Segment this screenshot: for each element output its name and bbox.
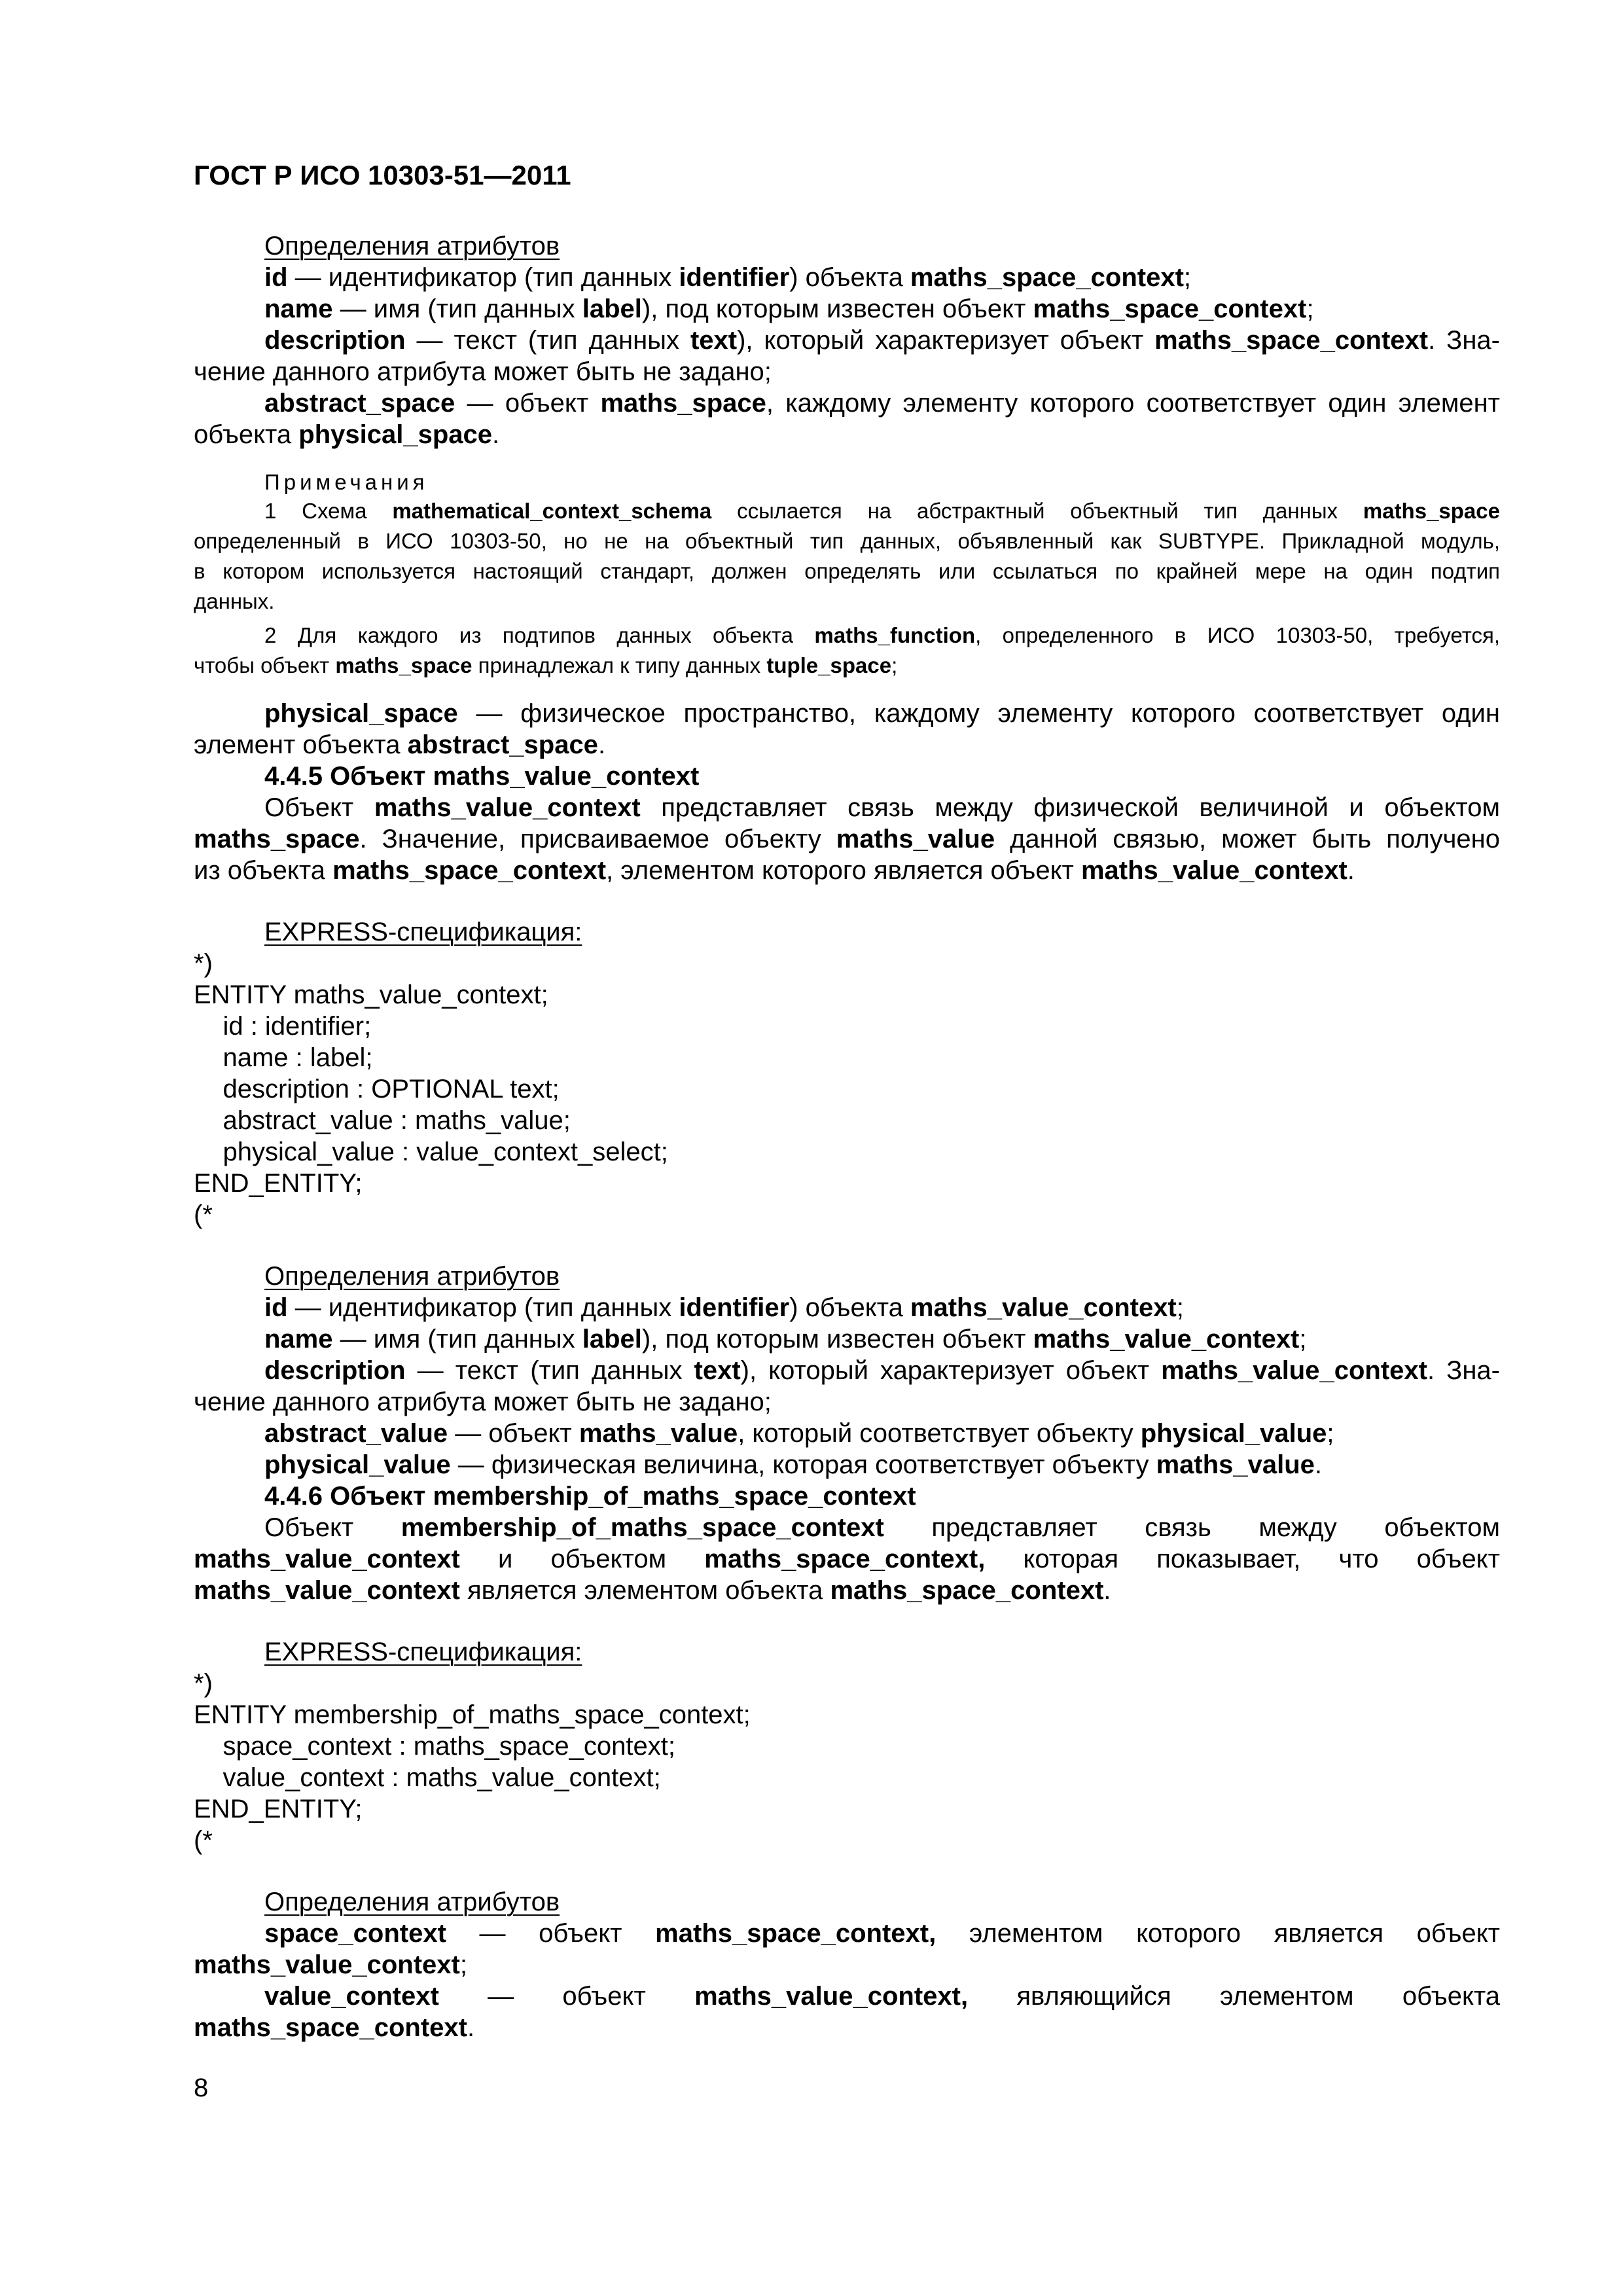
notes-heading: Примечания: [264, 470, 429, 494]
attr-name-445: name — имя (тип данных label), под которым известен объект maths_value_context;: [264, 1325, 1307, 1354]
attr-description-cont: чение данного атрибута может быть не задано;: [194, 357, 772, 386]
attr-space-context-cont: maths_value_context;: [194, 1950, 467, 1979]
attr-name: name — имя (тип данных label), под которым известен объект maths_space_context;: [264, 295, 1314, 323]
attr-description: description — текст (тип данных text), который характеризует объект maths_space_context. Зна-: [264, 326, 1500, 355]
code-line: space_context : maths_space_context;: [194, 1732, 675, 1761]
attr-abstract-value: abstract_value — объект maths_value, который соответствует объекту physical_value;: [264, 1419, 1334, 1448]
attributes-heading: Определения атрибутов: [264, 232, 560, 260]
attr-space-context: space_context — объект maths_space_context, элементом которого является объект: [264, 1919, 1500, 1948]
code-line: END_ENTITY;: [194, 1795, 363, 1823]
section-446-para-line-2: maths_value_context и объектом maths_space_context, которая показывает, что объект: [194, 1545, 1500, 1573]
note-2: 2 Для каждого из подтипов данных объекта maths_function, определенного в ИСО 10303-50, требуется,: [264, 623, 1501, 647]
attr-description-445: description — текст (тип данных text), который характеризует объект maths_value_context. Зна-: [264, 1356, 1500, 1385]
section-445-para-line-3: из объекта maths_space_context, элементом которого является объект maths_value_context.: [194, 856, 1355, 885]
attr-physical-space: physical_space — физическое пространство, каждому элементу которого соответствует один: [264, 699, 1500, 728]
code-line: id : identifier;: [194, 1012, 372, 1041]
attr-value-context-cont: maths_space_context.: [194, 2013, 475, 2042]
page-number: 8: [194, 2073, 209, 2102]
note-1: 1 Схема mathematical_context_schema ссылается на абстрактный объектный тип данных maths_space: [264, 499, 1500, 523]
code-line: ENTITY maths_value_context;: [194, 980, 548, 1009]
section-446-para-line-1: Объект membership_of_maths_space_context представляет связь между объектом: [264, 1513, 1500, 1542]
section-446-heading: 4.4.6 Объект membership_of_maths_space_context: [264, 1482, 916, 1511]
note-1-line-3: в котором используется настоящий стандарт, должен определять или ссылаться по крайней мере на один подтип: [194, 559, 1500, 583]
attr-abstract-space-cont: объекта physical_space.: [194, 420, 500, 449]
code-line: physical_value : value_context_select;: [194, 1138, 668, 1166]
attr-id: id — идентификатор (тип данных identifier) объекта maths_space_context;: [264, 263, 1192, 292]
attr-physical-space-cont: элемент объекта abstract_space.: [194, 730, 606, 759]
attr-abstract-space: abstract_space — объект maths_space, каждому элементу которого соответствует один элемент: [264, 389, 1501, 418]
section-445-para-line-1: Объект maths_value_context представляет связь между физической величиной и объектом: [264, 793, 1500, 822]
section-446-para-line-3: maths_value_context является элементом объекта maths_space_context.: [194, 1576, 1111, 1605]
code-line: END_ENTITY;: [194, 1169, 363, 1198]
code-line: *): [194, 949, 213, 978]
code-line: *): [194, 1669, 213, 1698]
express-heading-445: EXPRESS-спецификация:: [264, 918, 582, 946]
section-445-heading: 4.4.5 Объект maths_value_context: [264, 762, 700, 791]
code-line: ENTITY membership_of_maths_space_context;: [194, 1700, 751, 1729]
document-header: ГОСТ Р ИСО 10303-51—2011: [194, 160, 571, 190]
attr-physical-value: physical_value — физическая величина, которая соответствует объекту maths_value.: [264, 1450, 1323, 1479]
note-2-line-2: чтобы объект maths_space принадлежал к типу данных tuple_space;: [194, 653, 898, 677]
attributes-heading-445: Определения атрибутов: [264, 1262, 560, 1291]
code-line: (*: [194, 1200, 213, 1229]
attr-description-445-cont: чение данного атрибута может быть не задано;: [194, 1388, 772, 1416]
note-1-line-2: определенный в ИСО 10303-50, но не на объектный тип данных, объявленный как SUBTYPE. Прикладной модуль,: [194, 529, 1500, 553]
code-line: abstract_value : maths_value;: [194, 1106, 571, 1135]
code-line: value_context : maths_value_context;: [194, 1763, 661, 1792]
note-1-line-4: данных.: [194, 589, 275, 613]
attr-value-context: value_context — объект maths_value_context, являющийся элементом объекта: [264, 1982, 1501, 2011]
attr-id-445: id — идентификатор (тип данных identifier) объекта maths_value_context;: [264, 1293, 1184, 1322]
code-line: (*: [194, 1826, 213, 1855]
code-line: description : OPTIONAL text;: [194, 1075, 560, 1103]
section-445-para-line-2: maths_space. Значение, присваиваемое объекту maths_value данной связью, может быть получено: [194, 825, 1501, 853]
code-line: name : label;: [194, 1043, 373, 1072]
attributes-heading-446: Определения атрибутов: [264, 1888, 560, 1916]
express-heading-446: EXPRESS-спецификация:: [264, 1638, 582, 1666]
